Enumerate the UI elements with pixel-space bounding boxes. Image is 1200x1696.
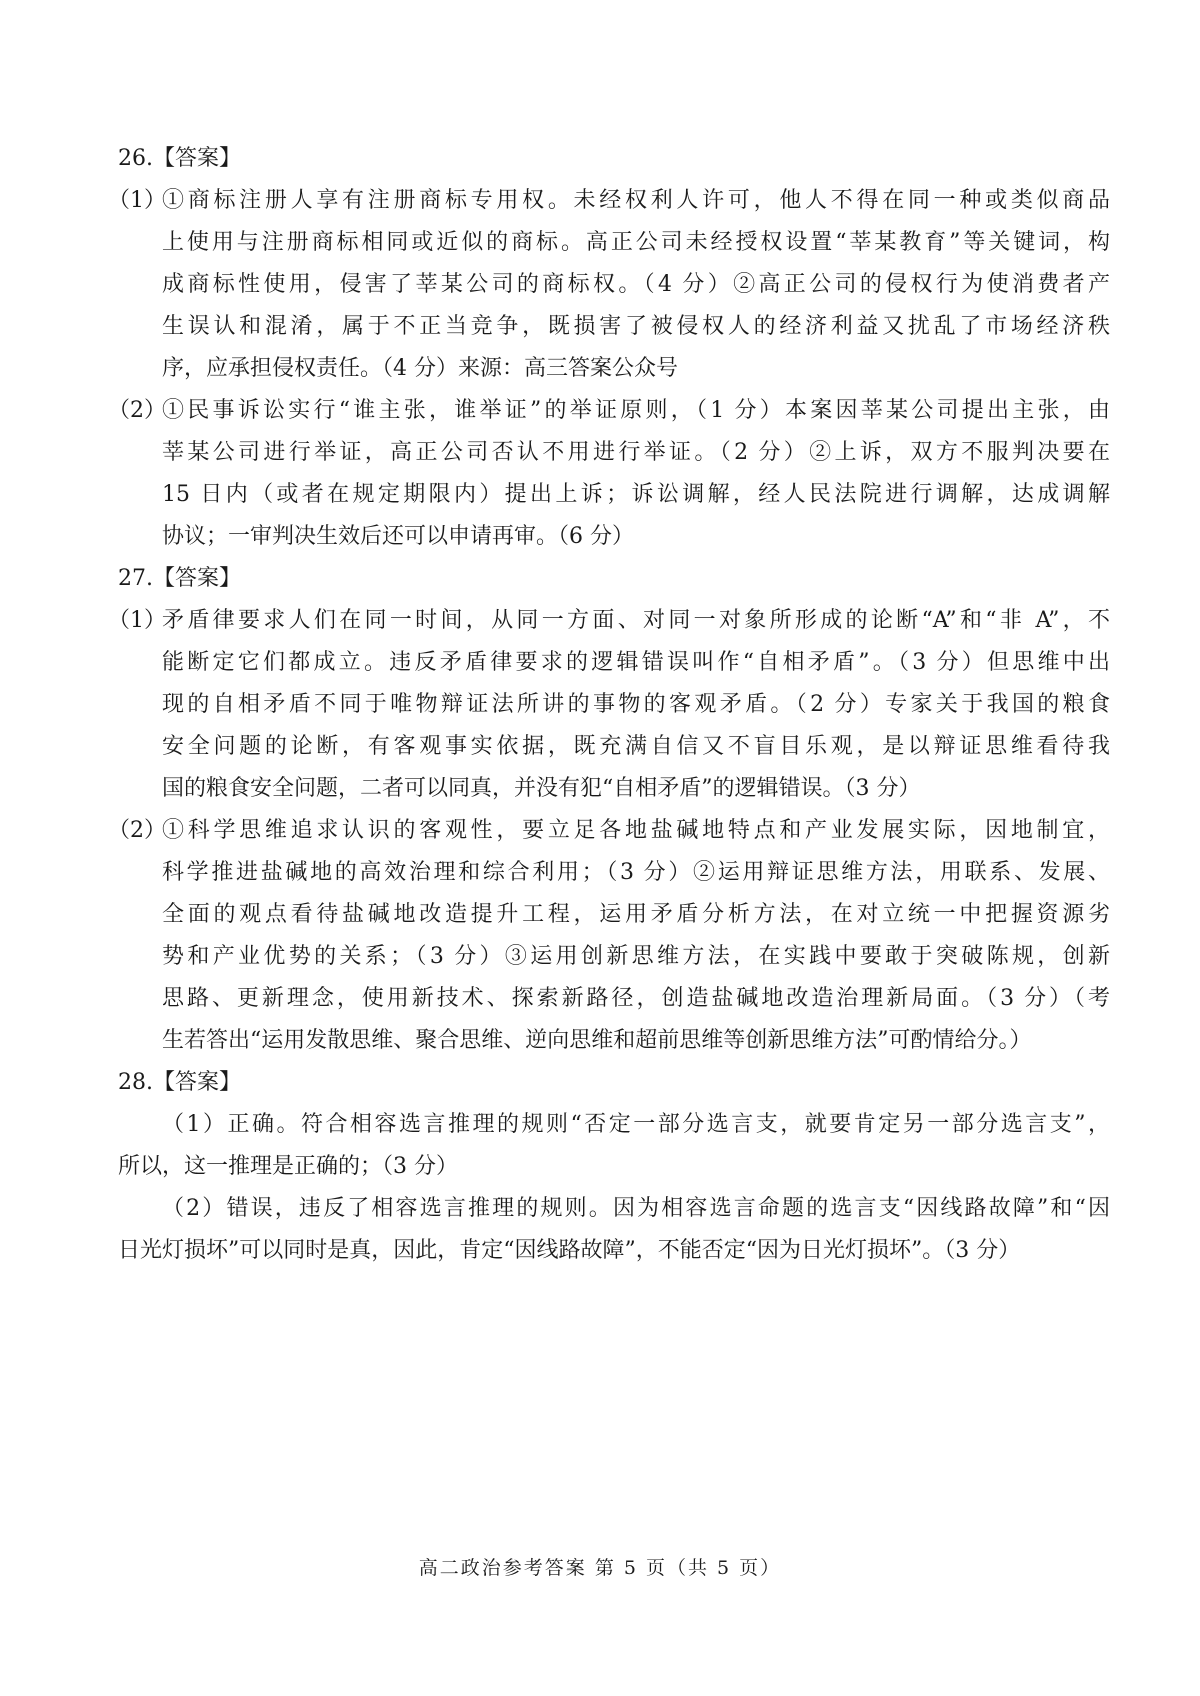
q28-p1-line: 所以，这一推理是正确的；（3 分） bbox=[118, 1154, 458, 1179]
q28-part-1 bbox=[118, 1104, 1110, 1188]
q28-part-2 bbox=[118, 1188, 1110, 1272]
q27-p2-line: 科学推进盐碱地的高效治理和综合利用；（3 分）②运用辩证思维方法，用联系、发展、 bbox=[162, 860, 1110, 885]
q27-part-2-number: （2） bbox=[108, 818, 166, 843]
q27-part-2 bbox=[108, 810, 1110, 1062]
q28-p1-line: （1）正确。符合相容选言推理的规则“否定一部分选言支，就要肯定另一部分选言支”， bbox=[162, 1112, 1110, 1137]
q27-part-2-body bbox=[162, 810, 1110, 1062]
q27-p2-line: 势和产业优势的关系；（3 分）③运用创新思维方法，在实践中要敢于突破陈规，创新 bbox=[162, 944, 1110, 969]
q26-p1-line: 上使用与注册商标相同或近似的商标。高正公司未经授权设置“莘某教育”等关键词，构 bbox=[162, 230, 1110, 255]
q26-p2-line: ①民事诉讼实行“谁主张，谁举证”的举证原则，（1 分）本案因莘某公司提出主张，由 bbox=[162, 398, 1110, 423]
q27-part-1-number: （1） bbox=[108, 608, 166, 633]
q27-p1-line: 国的粮食安全问题，二者可以同真，并没有犯“自相矛盾”的逻辑错误。（3 分） bbox=[162, 776, 921, 801]
q26-part-1-number: （1） bbox=[108, 188, 166, 213]
q26-p1-line: 成商标性使用，侵害了莘某公司的商标权。（4 分）②高正公司的侵权行为使消费者产 bbox=[162, 272, 1110, 297]
q28-p2-line: （2）错误，违反了相容选言推理的规则。因为相容选言命题的选言支“因线路故障”和“因 bbox=[162, 1196, 1110, 1221]
q26-p1-line: 序，应承担侵权责任。（4 分）来源：高三答案公众号 bbox=[162, 356, 678, 381]
page-footer: 高二政治参考答案 第 5 页（共 5 页） bbox=[418, 1557, 782, 1579]
q27-p1-line: 安全问题的论断，有客观事实依据，既充满自信又不盲目乐观，是以辩证思维看待我 bbox=[162, 734, 1110, 759]
q27-part-1 bbox=[108, 600, 1110, 810]
q27-p1-line: 现的自相矛盾不同于唯物辩证法所讲的事物的客观矛盾。（2 分）专家关于我国的粮食 bbox=[162, 692, 1110, 717]
q27-p2-line: ①科学思维追求认识的客观性，要立足各地盐碱地特点和产业发展实际，因地制宜， bbox=[162, 818, 1110, 843]
q26-part-1-body bbox=[162, 180, 1110, 390]
q28-p2-line: 日光灯损坏”可以同时是真，因此，肯定“因线路故障”，不能否定“因为日光灯损坏”。（3 分） bbox=[118, 1238, 1021, 1263]
q27-p2-line: 生若答出“运用发散思维、聚合思维、逆向思维和超前思维等创新思维方法”可酌情给分。） bbox=[162, 1028, 1032, 1053]
q26-part-2-number: （2） bbox=[108, 398, 166, 423]
q26-part-2-body bbox=[162, 390, 1110, 558]
q27-p2-line: 思路、更新理念，使用新技术、探索新路径，创造盐碱地改造治理新局面。（3 分）（考 bbox=[162, 986, 1110, 1011]
q26-p1-line: ①商标注册人享有注册商标专用权。未经权利人许可，他人不得在同一种或类似商品 bbox=[162, 188, 1110, 213]
q27-part-1-body bbox=[162, 600, 1110, 810]
q26-part-2 bbox=[108, 390, 1110, 558]
q26-p2-line: 15 日内（或者在规定期限内）提出上诉；诉讼调解，经人民法院进行调解，达成调解 bbox=[162, 482, 1110, 507]
q27-p2-line: 全面的观点看待盐碱地改造提升工程，运用矛盾分析方法，在对立统一中把握资源劣 bbox=[162, 902, 1110, 927]
q26-p2-line: 莘某公司进行举证，高正公司否认不用进行举证。（2 分）②上诉，双方不服判决要在 bbox=[162, 440, 1110, 465]
q27-title: 27.【答案】 bbox=[118, 566, 241, 591]
q26-p2-line: 协议；一审判决生效后还可以申请再审。（6 分） bbox=[162, 524, 634, 549]
q28-title: 28.【答案】 bbox=[118, 1070, 241, 1095]
q26-title: 26.【答案】 bbox=[118, 146, 241, 171]
q26-p1-line: 生误认和混淆，属于不正当竞争，既损害了被侵权人的经济利益又扰乱了市场经济秩 bbox=[162, 314, 1110, 339]
q26-part-1 bbox=[108, 180, 1110, 390]
q27-p1-line: 矛盾律要求人们在同一时间，从同一方面、对同一对象所形成的论断“A”和“非 A”，不 bbox=[162, 608, 1110, 633]
q27-p1-line: 能断定它们都成立。违反矛盾律要求的逻辑错误叫作“自相矛盾”。（3 分）但思维中出 bbox=[162, 650, 1110, 675]
page-content bbox=[108, 138, 1110, 1272]
